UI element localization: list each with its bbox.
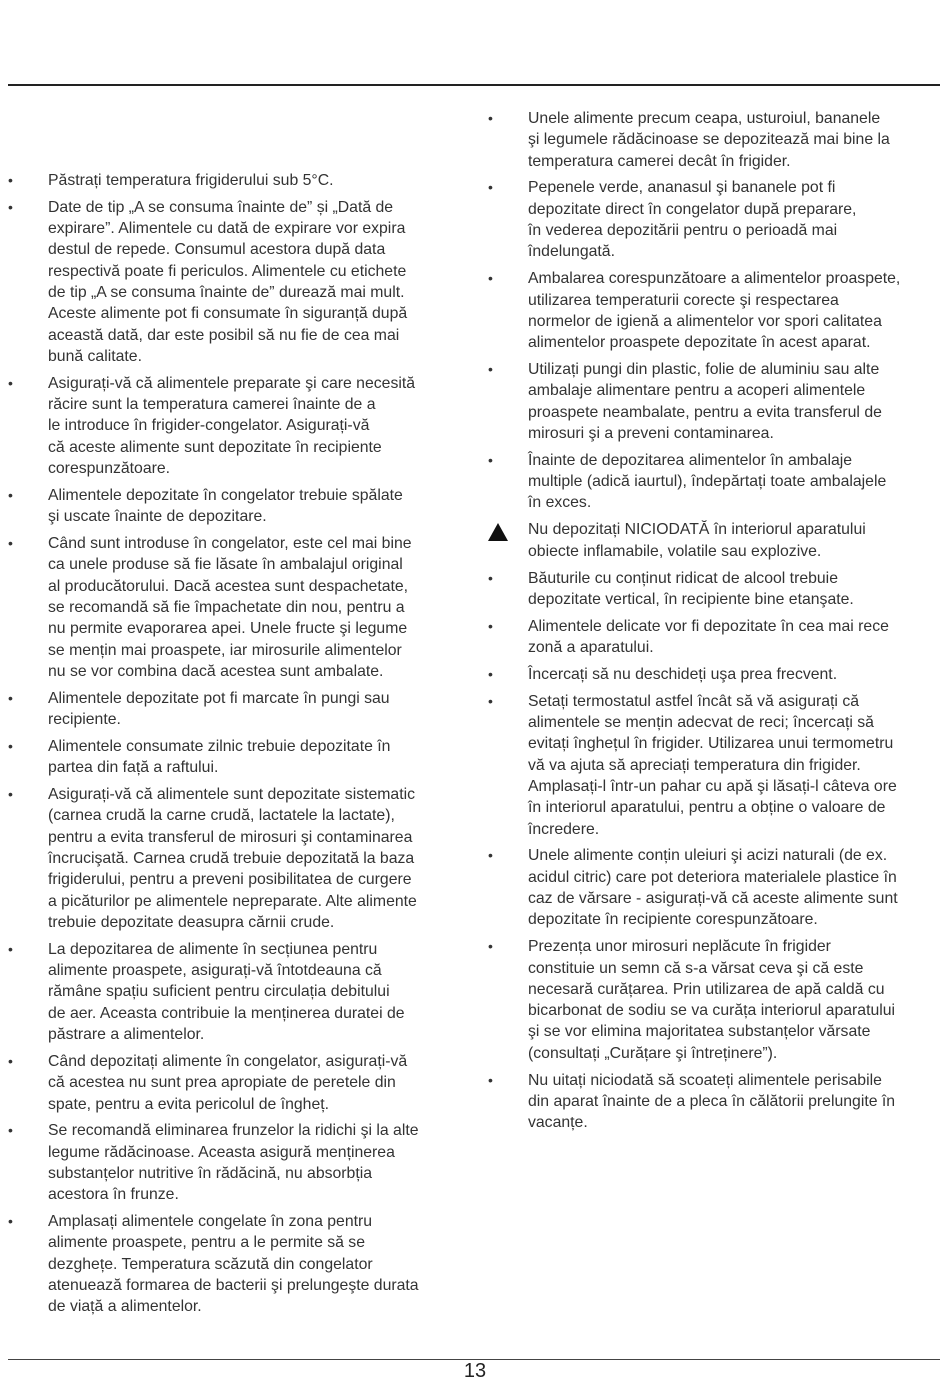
item-text-line: se mențin mai proaspete, iar mirosurile alimentelor: [48, 641, 402, 659]
item-text-line: nu se vor combina dacă acestea sunt ambalate.: [48, 662, 384, 680]
left-column-item: [8, 688, 470, 731]
item-text-line: (consultați „Curățare şi întreținere”).: [528, 1044, 778, 1062]
item-text-line: Unele alimente conțin uleiuri şi acizi naturali (de ex.: [528, 847, 888, 865]
item-text-line: Nu depozitați NICIODATĂ în interiorul aparatului: [528, 521, 866, 539]
item-text-line: şi uscate înainte de depozitare.: [48, 508, 267, 526]
item-text-line: în vederea depozitării pentru o perioadă mai: [528, 222, 838, 240]
item-text-line: de aer. Aceasta contribuie la menținerea duratei de: [48, 1004, 405, 1022]
item-text-line: Aceste alimente pot fi consumate în siguranță după: [48, 305, 408, 323]
item-text-line: alimente proaspete, pentru a le permite să se: [48, 1234, 365, 1252]
right-column-item: [488, 268, 948, 353]
bullet-icon: •: [488, 451, 493, 468]
item-text-line: proaspete neambalate, pentru a evita transferul de: [528, 403, 882, 421]
right-column-item: [488, 616, 948, 659]
item-text-line: Se recomandă eliminarea frunzelor la ridichi şi la alte: [48, 1122, 419, 1140]
item-text-line: Amplasați alimentele congelate în zona pentru: [48, 1213, 373, 1231]
item-text-line: vă va ajuta să apreciați temperatura din frigider.: [528, 756, 861, 774]
item-text-line: Încercați să nu deschideți uşa prea frecvent.: [528, 665, 838, 683]
right-column-item: [488, 691, 948, 840]
item-text-line: că aceste alimente sunt depozitate în recipiente: [48, 438, 382, 456]
bullet-icon: •: [8, 1052, 13, 1069]
item-text-line: trebuie depozitate deasupra cărnii crude.: [48, 913, 335, 931]
item-text-line: Pepenele verde, ananasul şi bananele pot fi: [528, 179, 836, 197]
item-text-line: La depozitarea de alimente în secțiunea pentru: [48, 940, 378, 958]
bullet-icon: •: [488, 847, 493, 864]
item-text-line: evitați înghețul în frigider. Utilizarea unui termometru: [528, 735, 894, 753]
item-text-line: acestora în frunze.: [48, 1186, 179, 1204]
item-text-line: pentru a evita transferul de mirosuri şi contaminarea: [48, 828, 413, 846]
left-column-item: [8, 939, 470, 1045]
right-column-item: [488, 664, 948, 685]
item-text-line: constituie un semn că s-a vărsat ceva şi că este: [528, 959, 864, 977]
bullet-icon: •: [488, 270, 493, 287]
item-text-line: a picăturilor pe alimentele nepreparate. Alte alimente: [48, 892, 417, 910]
bullet-icon: •: [8, 198, 13, 215]
item-text-line: din aparat înainte de a pleca în călătorii prelungite în: [528, 1092, 896, 1110]
item-text-line: partea din față a raftului.: [48, 759, 219, 777]
item-text-line: zonă a aparatului.: [528, 638, 654, 656]
item-text-line: alimente proaspete, asigurați-vă întotdeauna că: [48, 962, 382, 980]
bullet-icon: •: [8, 1213, 13, 1230]
bullet-icon: •: [8, 689, 13, 706]
item-text-line: acidul citric) care pot deteriora materialele plastice în: [528, 868, 897, 886]
item-text-line: şi se vor elimina majoritatea substanțelor vărsate: [528, 1023, 871, 1041]
item-text-line: Utilizați pungi din plastic, folie de aluminiu sau alte: [528, 361, 880, 379]
item-text-line: bicarbonat de sodiu se va curăța interiorul aparatului: [528, 1002, 896, 1020]
item-text-line: alimentele se mențin adecvat de reci; încercați să: [528, 714, 874, 732]
item-text-line: Alimentele consumate zilnic trebuie depozitate în: [48, 737, 391, 755]
item-text-line: ambalaje alimentare pentru a acoperi alimentele: [528, 382, 866, 400]
item-text-line: de tip „A se consuma înainte de” durează mai mult.: [48, 284, 405, 302]
left-column-item: [8, 784, 470, 933]
item-text-line: răcire sunt la temperatura camerei înainte de a: [48, 396, 376, 414]
item-text-line: depozitate în recipiente corespunzătoare.: [528, 911, 818, 929]
right-column-item: [488, 1070, 948, 1134]
right-column-item: [488, 845, 948, 930]
item-text-line: obiecte inflamabile, volatile sau explozive.: [528, 542, 822, 560]
item-text-line: ca unele produse să fie lăsate în ambalajul original: [48, 556, 403, 574]
bullet-icon: •: [488, 569, 493, 586]
bullet-icon: •: [8, 786, 13, 803]
right-column-item: [488, 936, 948, 1064]
bullet-icon: •: [488, 361, 493, 378]
item-text-line: şi legumele rădăcinoase se depozitează mai bine la: [528, 131, 890, 149]
item-text-line: al producătorului. Dacă acestea sunt despachetate,: [48, 577, 409, 595]
item-text-line: corespunzătoare.: [48, 460, 171, 478]
item-text-line: depozitate direct în congelator după preparare,: [528, 200, 857, 218]
right-column-item: [488, 108, 948, 172]
left-column-item: [8, 1051, 470, 1115]
left-column-item: [8, 736, 470, 779]
item-text-line: necesară curățarea. Prin utilizarea de apă caldă cu: [528, 980, 885, 998]
item-text-line: vacanțe.: [528, 1114, 588, 1132]
header-rule: [8, 84, 940, 86]
right-column-item: [488, 450, 948, 514]
item-text-line: frigiderului, pentru a preveni posibilitatea de curgere: [48, 871, 412, 889]
item-text-line: legume rădăcinoase. Aceasta asigură menținerea: [48, 1143, 395, 1161]
item-text-line: Prezența unor mirosuri neplăcute în frigider: [528, 938, 831, 956]
left-column-item: [8, 485, 470, 528]
left-column-item: [8, 1120, 470, 1205]
item-text-line: (carnea crudă la carne crudă, lactatele la lactate),: [48, 807, 395, 825]
item-text-line: Asigurați-vă că alimentele sunt depozitate sistematic: [48, 786, 416, 804]
item-text-line: Alimentele depozitate în congelator trebuie spălate: [48, 486, 403, 504]
item-text-line: păstrare a alimentelor.: [48, 1026, 205, 1044]
item-text-line: destul de repede. Consumul acestora după data: [48, 241, 386, 259]
bullet-icon: •: [8, 1122, 13, 1139]
item-text-line: îndelungată.: [528, 243, 615, 261]
right-column: [488, 108, 948, 1139]
bullet-icon: •: [8, 535, 13, 552]
item-text-line: această dată, dar este posibil să nu fie de cea mai: [48, 326, 400, 344]
item-text-line: în interiorul aparatului, pentru a obține o valoare de: [528, 799, 886, 817]
item-text-line: că acestea nu sunt prea apropiate de peretele din: [48, 1074, 396, 1092]
item-text-line: Când depozitați alimente în congelator, asigurați-vă: [48, 1052, 408, 1070]
bullet-icon: •: [488, 692, 493, 709]
bullet-icon: •: [488, 665, 493, 682]
item-text-line: Băuturile cu conținut ridicat de alcool trebuie: [528, 569, 838, 587]
right-column-item: [488, 177, 948, 262]
left-column-item: [8, 533, 470, 682]
item-text-line: substanțelor nutritive în rădăcină, nu absorbția: [48, 1165, 373, 1182]
item-text-line: bună calitate.: [48, 347, 142, 365]
bullet-icon: •: [488, 179, 493, 196]
bullet-icon: •: [488, 110, 493, 126]
left-column-item: [8, 373, 470, 479]
item-text-line: Asigurați-vă că alimentele preparate şi care necesită: [48, 374, 416, 392]
item-text-line: încredere.: [528, 820, 600, 838]
item-text-line: se recomandă să fie împachetate din nou, pentru a: [48, 599, 405, 617]
item-text-line: depozitate vertical, în recipiente bine etanşate.: [528, 590, 854, 608]
item-text-line: în exces.: [528, 494, 592, 512]
item-text-line: normelor de igienă a alimentelor vor spori calitatea: [528, 312, 882, 330]
right-column-item: [488, 359, 948, 444]
item-text-line: temperatura camerei decât în frigider.: [528, 152, 791, 170]
right-column-item: [488, 519, 948, 562]
item-text-line: încrucişată. Carnea crudă trebuie depozitată la baza: [48, 850, 415, 868]
item-text-line: utilizarea temperaturii corecte şi respectarea: [528, 291, 839, 309]
page-number: 13: [463, 1360, 487, 1382]
left-column-item: [8, 170, 470, 191]
bullet-icon: •: [488, 617, 493, 634]
warning-triangle-icon: [488, 523, 508, 541]
bullet-icon: •: [8, 940, 13, 957]
item-text-line: mirosuri şi a preveni contaminarea.: [528, 424, 774, 442]
item-text-line: Alimentele depozitate pot fi marcate în pungi sau: [48, 689, 390, 707]
item-text-line: le introduce în frigider-congelator. Asigurați-vă: [48, 417, 370, 435]
item-text-line: caz de vărsare - asigurați-vă că aceste alimente sunt: [528, 890, 898, 908]
left-column-item: [8, 197, 470, 367]
item-text-line: expirare”. Alimentele cu dată de expirare vor expira: [48, 220, 406, 238]
bullet-icon: •: [8, 374, 13, 391]
item-text-line: Înainte de depozitarea alimentelor în ambalaje: [528, 451, 853, 469]
item-text-line: multiple (adică iaurtul), îndepărtați toate ambalajele: [528, 473, 887, 491]
item-text-line: Nu uitați niciodată să scoateți alimentele perisabile: [528, 1071, 882, 1089]
bullet-icon: •: [8, 486, 13, 503]
bullet-icon: •: [488, 1071, 493, 1088]
bullet-icon: •: [8, 172, 13, 188]
left-column-item: [8, 1211, 470, 1317]
item-text-line: Alimentele delicate vor fi depozitate în cea mai rece: [528, 617, 889, 635]
item-text-line: Date de tip „A se consuma înainte de” și „Dată de: [48, 198, 394, 216]
item-text-line: alimentelor proaspete depozitate în acest aparat.: [528, 334, 871, 352]
bullet-icon: •: [8, 737, 13, 754]
item-text-line: Păstrați temperatura frigiderului sub 5°C.: [48, 172, 334, 189]
item-text-line: recipiente.: [48, 711, 121, 729]
bullet-icon: •: [488, 938, 493, 955]
item-text-line: atenuează formarea de bacterii şi prelungeşte durata: [48, 1277, 419, 1295]
item-text-line: rămâne spațiu suficient pentru circulația debitului: [48, 983, 390, 1001]
item-text-line: Ambalarea corespunzătoare a alimentelor proaspete,: [528, 270, 901, 288]
item-text-line: Setați termostatul astfel încât să vă asigurați că: [528, 692, 860, 710]
item-text-line: de viață a alimentelor.: [48, 1298, 202, 1316]
item-text-line: nu permite evaporarea apei. Unele fructe şi legume: [48, 620, 408, 638]
item-text-line: Amplasați-l într-un pahar cu apă şi lăsați-l câteva ore: [528, 777, 897, 795]
item-text-line: spate, pentru a evita pericolul de îngheț.: [48, 1095, 330, 1113]
item-text-line: respectivă poate fi periculos. Alimentele cu etichete: [48, 262, 407, 280]
left-column: [8, 170, 470, 1323]
item-text-line: Unele alimente precum ceapa, usturoiul, bananele: [528, 110, 881, 127]
right-column-item: [488, 568, 948, 611]
item-text-line: Când sunt introduse în congelator, este cel mai bine: [48, 535, 412, 553]
item-text-line: dezghețe. Temperatura scăzută din congelator: [48, 1255, 373, 1273]
